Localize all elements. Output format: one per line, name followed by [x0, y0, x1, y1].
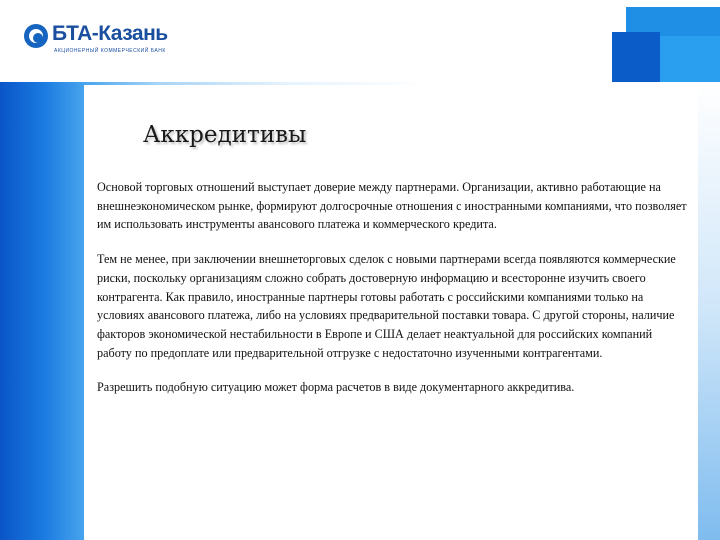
paragraph: Тем не менее, при заключении внешнеторговых сделок с новыми партнерами всегда появляются коммерческие риски, поскольку организациям сложно собрать достоверную информацию и всесторонне изучить своего контрагента. Как правило, иностранные партнеры готовы работать с российскими компаниями только на условиях авансового платежа, либо на условиях предварительной поставки товара. С другой стороны, наличие факторов экономической нестабильности в Европе и США делает неактуальной для российских компаний работу по предоплате или предварительной отгрузке с недостаточно изученными контрагентами.: [97, 252, 676, 360]
logo-name: БТА-Казань: [52, 22, 168, 45]
bank-logo: [24, 22, 168, 62]
logo-subtitle: АКЦИОНЕРНЫЙ КОММЕРЧЕСКИЙ БАНК: [54, 48, 166, 54]
slide-title: Аккредитивы: [143, 122, 307, 148]
paragraph: Основой торговых отношений выступает доверие между партнерами. Организации, активно работающие на внешнеэкономическом рынке, формируют долгосрочные отношения с иностранными компаниями, что позволяет им использовать инструменты авансового платежа и коммерческого кредита.: [97, 180, 687, 232]
decorative-square: [660, 36, 720, 82]
paragraph: Разрешить подобную ситуацию может форма расчетов в виде документарного аккредитива.: [97, 380, 575, 395]
logo-icon: [24, 24, 48, 48]
decorative-square: [612, 32, 660, 82]
slide-body: [97, 178, 689, 413]
